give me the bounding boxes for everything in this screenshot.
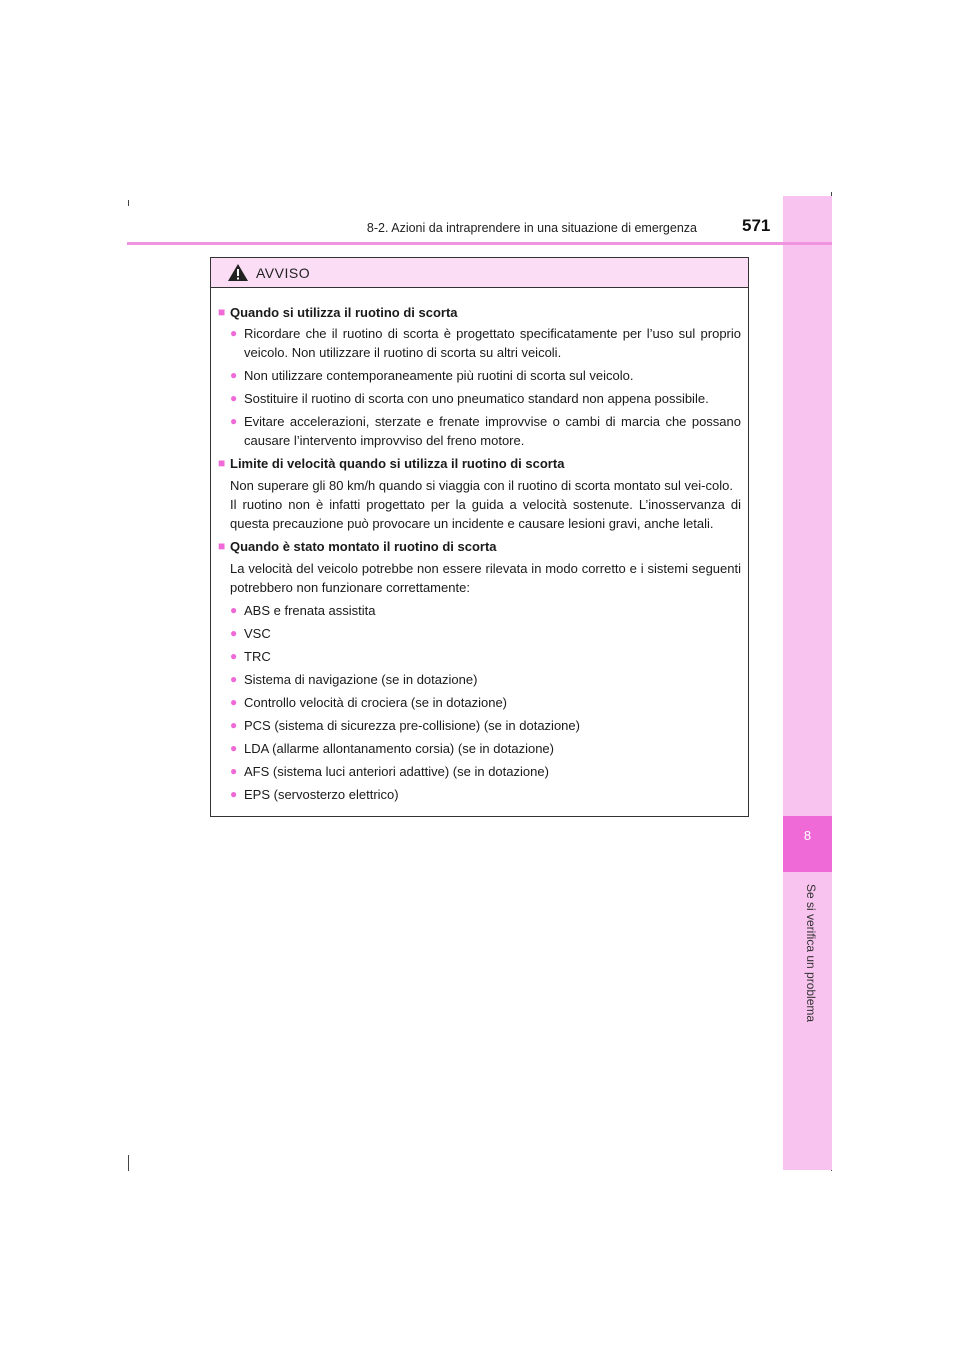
section-heading: ■ Quando è stato montato il ruotino di scorta — [218, 539, 497, 554]
section-title: 8-2. Azioni da intraprendere in una situazione di emergenza — [366, 221, 697, 235]
circle-bullet-icon: ● — [230, 326, 238, 340]
circle-bullet-icon: ● — [230, 741, 238, 755]
circle-bullet-icon: ● — [230, 649, 238, 663]
page-number: 571 — [742, 216, 771, 235]
square-bullet-icon: ■ — [218, 539, 226, 553]
circle-bullet-icon: ● — [230, 718, 238, 732]
list-item: ● ABS e frenata assistita — [230, 603, 376, 618]
list-item: ● VSC — [230, 626, 271, 641]
list-item: ● AFS (sistema luci anteriori adattive) (se in dotazione) — [230, 764, 549, 779]
warning-header — [211, 258, 748, 288]
circle-bullet-icon: ● — [230, 787, 238, 801]
crop-mark — [128, 200, 129, 206]
section-heading: ■ Limite di velocità quando si utilizza il ruotino di scorta — [218, 456, 565, 471]
circle-bullet-icon: ● — [230, 603, 238, 617]
paragraph: Non superare gli 80 km/h quando si viaggia con il ruotino di scorta montato sul vei-colo. — [230, 478, 733, 493]
square-bullet-icon: ■ — [218, 456, 226, 470]
chapter-number: 8 — [783, 816, 832, 872]
list-item: ● TRC — [230, 649, 271, 664]
list-item: ● Sostituire il ruotino di scorta con uno pneumatico standard non appena possibile. — [230, 391, 709, 406]
circle-bullet-icon: ● — [230, 672, 238, 686]
paragraph: La velocità del veicolo potrebbe non essere rilevata in modo corretto e i sistemi seguenti potrebbero non funzionare correttamente: — [230, 561, 741, 595]
warning-title: AVVISO — [256, 264, 311, 281]
warning-body — [211, 288, 748, 804]
list-item: ● Controllo velocità di crociera (se in dotazione) — [230, 695, 508, 710]
list-item: ● EPS (servosterzo elettrico) — [230, 787, 399, 802]
list-item: ● LDA (allarme allontanamento corsia) (se in dotazione) — [230, 741, 554, 756]
list-item: ● Evitare accelerazioni, sterzate e frenate improvvise o cambi di marcia che possano causare l’intervento improvviso del freno motore. — [230, 414, 741, 448]
list-item: ● PCS (sistema di sicurezza pre-collisione) (se in dotazione) — [230, 718, 580, 733]
warning-box — [210, 257, 749, 817]
header-divider — [127, 242, 832, 245]
list-item: ● Ricordare che il ruotino di scorta è progettato specificatamente per l’uso sul proprio veicolo. Non utilizzare il ruotino di scorta su altri veicoli. — [230, 326, 741, 360]
circle-bullet-icon: ● — [230, 626, 238, 640]
list-item: ● Non utilizzare contemporaneamente più ruotini di scorta sul veicolo. — [230, 368, 634, 383]
circle-bullet-icon: ● — [230, 695, 238, 709]
circle-bullet-icon: ● — [230, 764, 238, 778]
list-item: ● Sistema di navigazione (se in dotazione) — [230, 672, 478, 687]
chapter-label: Se si verifica un problema — [804, 884, 818, 1023]
warning-triangle-icon — [227, 263, 249, 282]
paragraph: Il ruotino non è infatti progettato per la guida a velocità sostenute. L’inosservanza di questa precauzione può provocare un incidente e causare lesioni gravi, anche letali. — [230, 497, 741, 531]
square-bullet-icon: ■ — [218, 305, 226, 319]
chapter-side-tab — [783, 196, 832, 1170]
circle-bullet-icon: ● — [230, 368, 238, 382]
crop-mark — [128, 1155, 129, 1171]
circle-bullet-icon: ● — [230, 414, 238, 428]
circle-bullet-icon: ● — [230, 391, 238, 405]
section-heading: ■ Quando si utilizza il ruotino di scorta — [218, 305, 458, 320]
